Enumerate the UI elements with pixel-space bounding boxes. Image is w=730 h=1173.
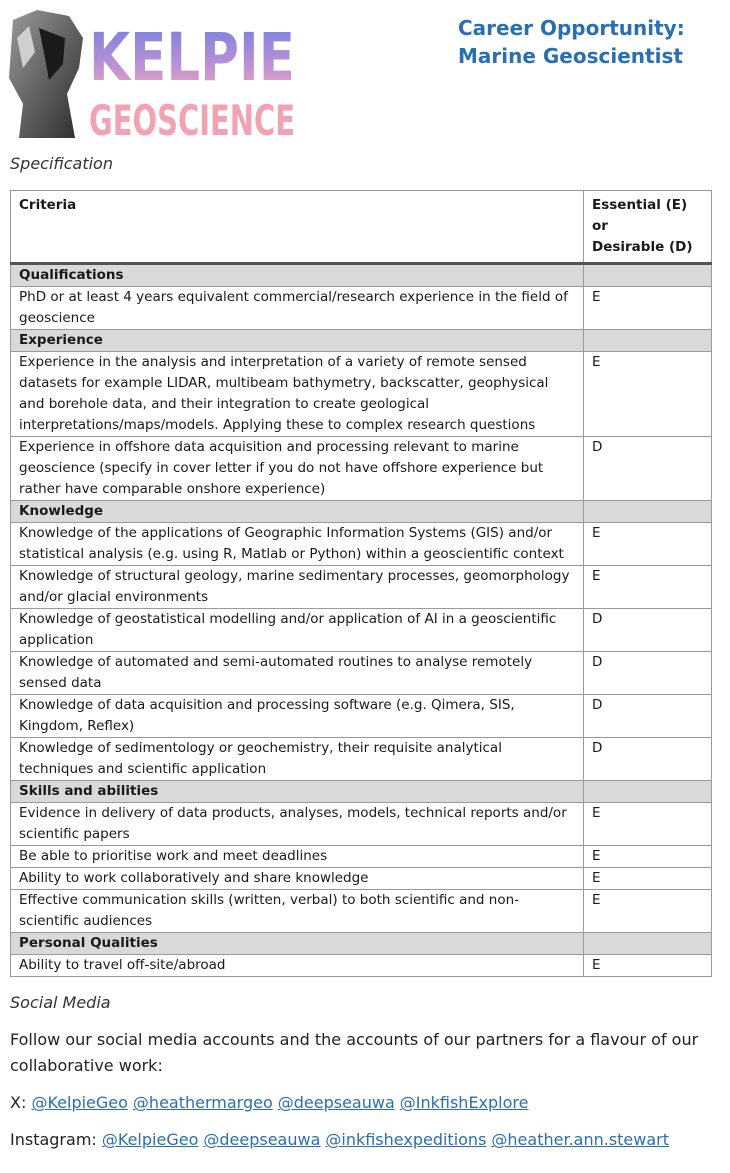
essential-desirable-cell: D [584,437,712,501]
table-header-row [11,191,712,264]
category-empty-cell [584,501,712,523]
title-line-2: Marine Geoscientist [458,44,683,68]
table-row [11,695,712,738]
table-row [11,890,712,933]
table-row [11,738,712,781]
category-label: Experience [11,330,584,352]
essential-desirable-cell: E [584,287,712,330]
table-row [11,955,712,977]
specification-heading: Specification [10,154,113,173]
social-link[interactable]: @deepseauwa [277,1093,395,1112]
criteria-cell: Knowledge of sedimentology or geochemistry, their requisite analytical techniques and scientific application [11,738,584,781]
kelpie-logo [9,8,299,145]
criteria-cell: Ability to travel off-site/abroad [11,955,584,977]
page-title [458,14,718,70]
essential-desirable-cell: E [584,846,712,868]
category-empty-cell [584,264,712,287]
specification-table [10,190,712,977]
category-label: Skills and abilities [11,781,584,803]
criteria-column-header: Criteria [11,191,584,264]
criteria-cell: Be able to prioritise work and meet deadlines [11,846,584,868]
criteria-cell: Effective communication skills (written, verbal) to both scientific and non-scientific audiences [11,890,584,933]
table-row [11,652,712,695]
table-row [11,803,712,846]
table-row [11,846,712,868]
category-label: Knowledge [11,501,584,523]
category-label: Qualifications [11,264,584,287]
table-category-row [11,933,712,955]
table-row [11,566,712,609]
criteria-cell: Knowledge of automated and semi-automated routines to analyse remotely sensed data [11,652,584,695]
instagram-label: Instagram: [10,1130,97,1149]
criteria-cell: Experience in the analysis and interpretation of a variety of remote sensed datasets for example LIDAR, multibeam bathymetry, backscatter, geophysical and borehole data, and their integration to create geological interpretations/maps/models. Applying these to complex research questions [11,352,584,437]
essential-desirable-cell: E [584,523,712,566]
essential-desirable-cell: E [584,566,712,609]
table-row [11,609,712,652]
criteria-cell: Knowledge of geostatistical modelling and/or application of AI in a geoscientific application [11,609,584,652]
criteria-cell: PhD or at least 4 years equivalent commercial/research experience in the field of geoscience [11,287,584,330]
social-link[interactable]: @KelpieGeo [31,1093,128,1112]
table-category-row [11,501,712,523]
category-empty-cell [584,330,712,352]
criteria-cell: Ability to work collaboratively and share knowledge [11,868,584,890]
social-media-heading: Social Media [10,993,111,1012]
x-label: X: [10,1093,27,1112]
table-row [11,287,712,330]
category-empty-cell [584,781,712,803]
table-row [11,868,712,890]
table-row [11,523,712,566]
instagram-links-row [10,1127,710,1153]
social-link[interactable]: @KelpieGeo [101,1130,199,1149]
social-link[interactable]: @inkfishexpeditions [325,1130,487,1149]
criteria-cell: Knowledge of structural geology, marine sedimentary processes, geomorphology and/or glacial environments [11,566,584,609]
table-category-row [11,264,712,287]
table-category-row [11,781,712,803]
horse-head-icon [9,10,83,138]
essential-desirable-cell: E [584,890,712,933]
logo-subtitle: GEOSCIENCE [89,96,295,145]
category-empty-cell [584,933,712,955]
essential-desirable-cell: D [584,609,712,652]
essential-desirable-cell: E [584,955,712,977]
essential-desirable-cell: D [584,695,712,738]
title-line-1: Career Opportunity: [458,16,685,40]
essential-desirable-cell: E [584,868,712,890]
specification-rows [11,264,712,977]
essential-desirable-cell: D [584,738,712,781]
x-links [31,1093,533,1112]
x-links-row [10,1090,710,1116]
essential-desirable-column-header [584,191,712,264]
social-link[interactable]: @heather.ann.stewart [491,1130,670,1149]
social-link[interactable]: @deepseauwa [203,1130,321,1149]
essential-desirable-cell: D [584,652,712,695]
criteria-cell: Experience in offshore data acquisition and processing relevant to marine geoscience (specify in cover letter if you do not have offshore experience but rather have comparable onshore experience) [11,437,584,501]
ed-header-line-2: Desirable (D) [592,239,693,255]
essential-desirable-cell: E [584,803,712,846]
criteria-cell: Knowledge of data acquisition and processing software (e.g. Qimera, SIS, Kingdom, Reflex) [11,695,584,738]
social-link[interactable]: @heathermargeo [132,1093,273,1112]
logo-wordmark: KELPIE [89,19,295,96]
instagram-links [102,1130,674,1149]
social-intro: Follow our social media accounts and the accounts of our partners for a flavour of our collaborative work: [10,1030,699,1075]
criteria-cell: Knowledge of the applications of Geographic Information Systems (GIS) and/or statistical analysis (e.g. using R, Matlab or Python) within a geoscientific context [11,523,584,566]
table-row [11,437,712,501]
criteria-cell: Evidence in delivery of data products, analyses, models, technical reports and/or scientific papers [11,803,584,846]
essential-desirable-cell: E [584,352,712,437]
ed-header-line-1: Essential (E) or [592,197,688,234]
social-link[interactable]: @InkfishExplore [399,1093,529,1112]
table-category-row [11,330,712,352]
category-label: Personal Qualities [11,933,584,955]
table-row [11,352,712,437]
